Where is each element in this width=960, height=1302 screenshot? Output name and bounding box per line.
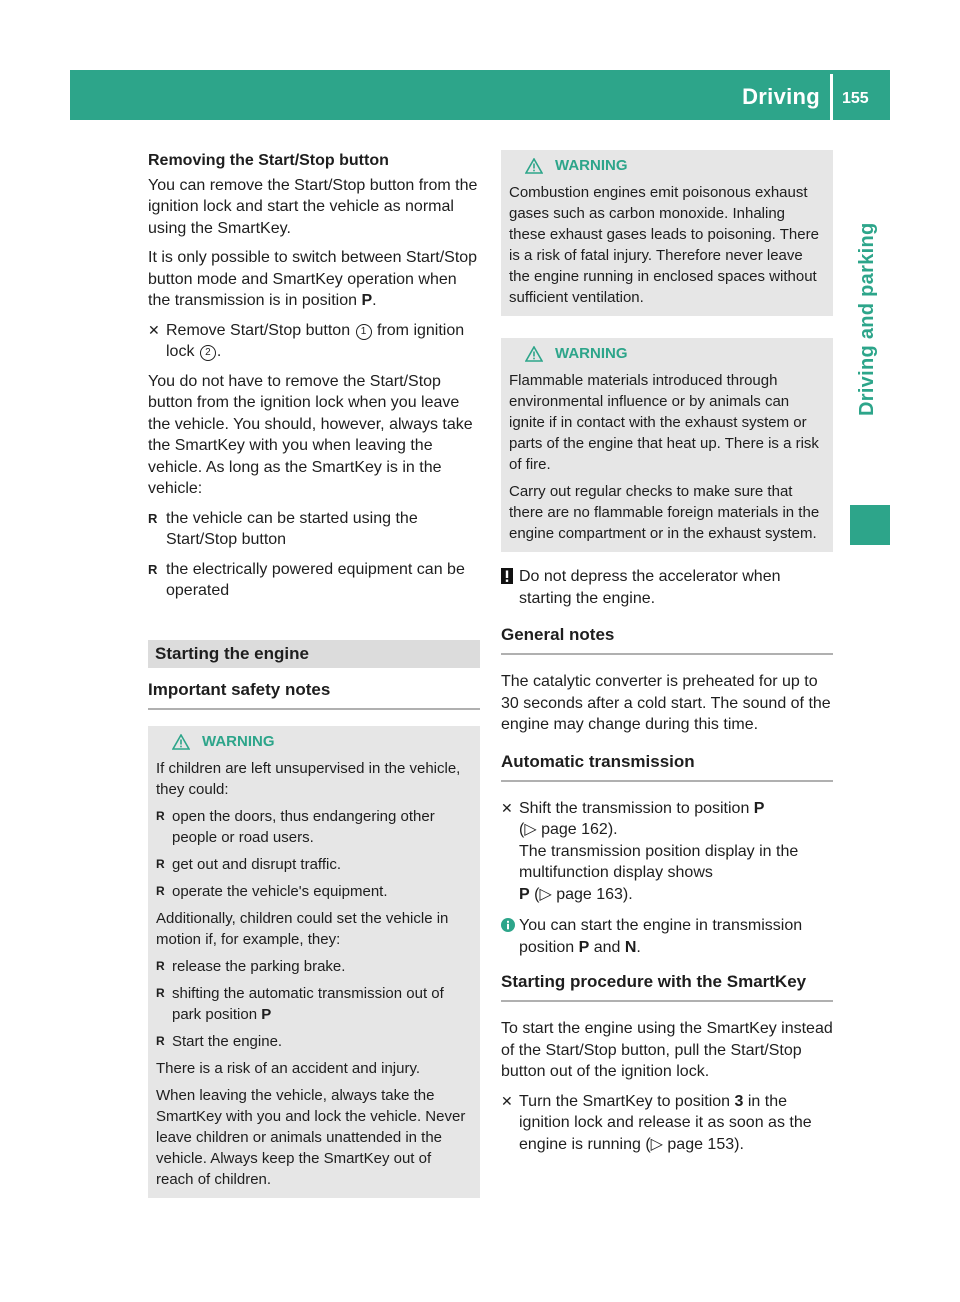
- instruction-step: ✕ Shift the transmission to position P (▷ page 162). The transmission position display in the multifunction display shows P (▷ page 163).: [501, 799, 799, 903]
- bullet-item: R open the doors, thus endangering other people or road users.: [156, 806, 472, 848]
- info-note: You can start the engine in transmission position P and N.: [501, 915, 833, 958]
- left-column: [148, 150, 480, 1212]
- step-arrow-icon: ✕: [148, 321, 160, 338]
- bullet-item: R get out and disrupt traffic.: [156, 854, 472, 875]
- warning-text: Flammable materials introduced through environmental influence or by animals can ignite if in contact with the exhaust system or parts of the engine that heat up. There is a risk of fire.: [509, 372, 819, 473]
- header-separator: [830, 74, 833, 120]
- paragraph: You can remove the Start/Stop button from the ignition lock and start the vehicle as normal using the SmartKey.: [148, 176, 478, 237]
- warning-title: WARNING: [509, 342, 825, 366]
- warning-text: Additionally, children could set the vehicle in motion if, for example, they:: [156, 909, 449, 948]
- bullet-item: R release the parking brake.: [156, 956, 472, 977]
- warning-box: [501, 338, 833, 552]
- paragraph: You do not have to remove the Start/Stop button from the ignition lock when you leave the vehicle. You should, however, always take the SmartKey with you when leaving the vehicle. As long as the SmartKey is in the vehicle:: [148, 372, 473, 497]
- section-title: Starting the engine: [148, 640, 480, 668]
- warning-triangle-icon: [525, 158, 543, 174]
- right-column: [501, 150, 833, 1163]
- remove-title: Removing the Start/Stop button: [148, 152, 389, 169]
- callout-number: 2: [200, 345, 216, 361]
- step-arrow-icon: ✕: [501, 799, 513, 816]
- warning-box: [148, 726, 480, 1198]
- instruction-step: ✕ Turn the SmartKey to position 3 in the ignition lock and release it as soon as the engine is running (▷ page 153).: [501, 1092, 812, 1153]
- warning-text: Carry out regular checks to make sure that there are no flammable foreign materials in the engine compartment or in the exhaust system.: [509, 483, 820, 542]
- warning-text: When leaving the vehicle, always take the SmartKey with you and lock the vehicle. Never leave children or animals unattended in the vehicle. Always keep the SmartKey out of reach of children.: [156, 1086, 466, 1188]
- warning-title: WARNING: [156, 730, 472, 754]
- page-number: 155: [842, 90, 869, 107]
- side-tab-label: Driving and parking: [856, 222, 878, 416]
- warning-title: WARNING: [509, 154, 825, 178]
- subsection-title: General notes: [501, 623, 833, 655]
- warning-box: [501, 150, 833, 316]
- bullet-item: R operate the vehicle's equipment.: [156, 881, 472, 902]
- bullet-item: R shifting the automatic transmission out of park position P: [156, 983, 472, 1025]
- subsection-title: Automatic transmission: [501, 750, 833, 782]
- callout-number: 1: [356, 324, 372, 340]
- bullet-item: R the vehicle can be started using the Start/Stop button: [148, 508, 480, 551]
- bullet-item: R the electrically powered equipment can be operated: [148, 559, 480, 602]
- paragraph: To start the engine using the SmartKey instead of the Start/Stop button, pull the Start/Stop button out of the ignition lock.: [501, 1020, 833, 1080]
- paragraph: It is only possible to switch between Start/Stop button mode and SmartKey operation when the transmission is in position P.: [148, 249, 478, 309]
- warning-triangle-icon: [172, 734, 190, 750]
- bullet-item: R Start the engine.: [156, 1031, 472, 1052]
- subsection-title: Starting procedure with the SmartKey: [501, 970, 833, 1002]
- warning-triangle-icon: [525, 346, 543, 362]
- instruction-step: ✕ Remove Start/Stop button 1 from ignition lock 2 .: [148, 321, 465, 360]
- side-tab-marker: [850, 505, 890, 545]
- warning-text: There is a risk of an accident and injury.: [156, 1059, 421, 1077]
- subsection-title: Important safety notes: [148, 678, 480, 710]
- header-section-title: Driving: [742, 84, 820, 109]
- paragraph: The catalytic converter is preheated for up to 30 seconds after a cold start. The sound of the engine may change during this time.: [501, 673, 831, 733]
- exclamation-icon: [501, 568, 513, 591]
- step-arrow-icon: ✕: [501, 1092, 513, 1109]
- warning-text: If children are left unsupervised in the vehicle, they could:: [156, 759, 461, 798]
- warning-text: Combustion engines emit poisonous exhaust gases such as carbon monoxide. Inhaling these exhaust gases leads to poisoning. There is a risk of fatal injury. Therefore never leave the engine running in enclosed spaces without sufficient ventilation.: [509, 184, 819, 306]
- caution-note: Do not depress the accelerator when starting the engine.: [501, 566, 833, 609]
- info-icon: [501, 917, 515, 939]
